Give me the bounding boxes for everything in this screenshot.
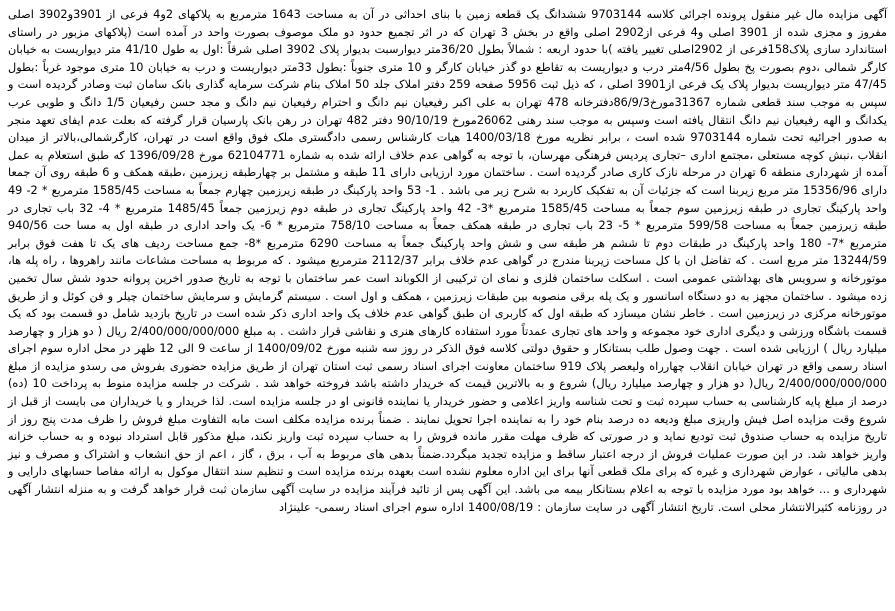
auction-notice	[8, 6, 887, 607]
auction-notice-text: آگهی مزایده مال غیر منقول پرونده اجرائی کلاسه 9703144 ششدانگ یک قطعه زمین با بنای احداثی در آن به مساحت 1643 مترمربع به پلاکهای 2و4 فرعی از 3901و3902 اصلی مفروز و مجزی شده از 3901 اصلی و4 فرعی از2902 اصلی واقع در بخش 3 تهران که در اثر تجمیع حدود دو ملک موصوف بصورت واحد در آمده است (پلاکهای مزبور در راستای استاندارد سازی پلاک158فرعی از 2902اصلی تغییر یافته )با حدود اربعه : شمالاً بطول 36/20متر دیوارسبت بدیوار پلاک 3902 اصلی شرقاً :اول به طول 41/10 متر دیواریست به خیابان کارگر شمالی ،دوم بصورت پخ بطول 4/56متر درب و دیواریست به تقاطع دو گذر خیابان کارگر و 10 متری جنوباً :بطول 33متر دیواریست و درب به خیابان 10 متری موجود غرباً :بطول 47/45 متر دیواریست بدیوار پلاک یک فرعی از3901 اصلی ، که ذیل ثبت 5956 صفحه 259 دفتر املاک جلد 50 املاک بنام شرکت سرمایه گذاری بانک سامان ثبت وصادر گردیده است و سپس به موجب سند قطعی شماره 31367مورخ86/9/3دفترخانه 478 تهران به علی اکبر رفیعیان نیم دانگ و احترام رفیعیان نیم دانگ و مجد حسن رفیعیان 1/5 دانگ و طوبی عرب یکدانگ و الهه رفیعیان نیم دانگ انتقال یافته است وسپس به موجب سند رهنی 26062مورخ 90/10/19 دفتر 482 تهران در رهن بانک پارسیان قرار گرفته که بعلت عدم ایفای تعهد منجر به صدور اجرائیه تحت شماره 9703144 شده است ، برابر نظریه مورخ 1400/03/18 هیات کارشناس رسمی دادگستری ملک فوق واقع است در تهران، کارگرشمالی،بالاتر از میدان انقلاب ،نبش کوچه مستعلی ،مجتمع اداری –تجاری پردیس فرهنگی مهرسان، با توجه به گواهی عدم خلاف ارائه شده به شماره 62104771 مورخ 1396/09/28 که طبق استعلام به عمل آمده از شهرداری منطقه 6 تهران در مرحله نازک کاری صادر گردیده است . ساختمان مورد ارزیابی دارای 11 طبقه و مشتمل بر چهارطبقه زیرزمین ،طبقه همکف و 6 طبقه روی آن جمعا دارای 15356/96 متر مربع زیربنا است که جزئیات آن به تفکیک کاربرد به شرح زیر می باشد . 1- 53 واحد پارکینگ در طبقه زیرزمین چهارم جمعاً به مساحت 1585/45 مترمربع * 2- 49 واحد پارکینگ تجاری در طبقه زیرزمین سوم جمعاً به مساحت 1585/45 مترمربع *3- 42 واحد پارکینگ تجاری در طبقه دوم زیرزمین جمعاً 1485/45 مترمربع * 4- 32 باب تجاری در طبقه زیرزمین جمعاً به مساحت 599/58 مترمربع * 5- 23 باب تجاری در طبقه همکف جمعاً به مساحت 758/10 مترمربع * 6- یک واحد اداری در طبقه اول به مسا حت 940/56 مترمربع *7- 180 واحد پارکینگ در طبقات دوم تا ششم هر طبقه سی و شش واحد پارکینگ جمعاً به مساحت 6290 مترمربع *8- جمع مساحت ردیف های یک تا هفت فوق برابر 13244/59 متر مربع است . که تفاضل ان با کل مساحت زیربنا مندرج در گواهی عدم خلاف برابر 2112/37 مترمربع میشود . که مربوط به مساحت مشاعات مانند راهروها ، راه پله ها، موتورخانه و سرویس های بهداشتی عمومی است . اسکلت ساختمان فلزی و نمای ان ترکیبی از الکوباند است عمر ساختمان با توجه به تاریخ صدور اخرین پروانه حدود شش سال تخمین زده میشود . ساختمان مجهز به دو دستگاه اسانسور و یک پله برقی منصوبه بین طبقات زیرزمین ، همکف و اول است . سیستم گرمایش و سرمایش ساختمان چیلر و فن کوئل و از طریق موتورخانه مرکزی در زیرزمین است . خاطر نشان میسازد که طبقه اول که کاربری ان طبق گواهی عدم خلاف یک واحد اداری ذکر شده است در تاریخ بازدید شامل دو قسمت بود که یک قسمت باشگاه ورزشی و دیگری اداری خود مجموعه و واحد های تجاری عمدتاً مورد استفاده کارهای هنری و نقاشی قرار داشت . به مبلغ 2/400/000/000/000 ریال ( دو هزار و چهارصد میلیارد ریال ) ارزیابی شده است . جهت وصول طلب بستانکار و حقوق دولتی کلاسه فوق الذکر در روز سه شنبه مورخ 1400/09/02 از ساعت 9 الی 12 ظهر در محل اداره سوم اجرای اسناد رسمی واقع در تهران خیابان انقلاب چهارراه ولیعصر پلاک 919 ساختمان معاونت اجرای اسناد رسمی ثبت استان تهران از طریق مزایده حضوری بفروش می رسدو مزایده از مبلغ 2/400/000/000/000 ریال( دو هزار و چهارصد میلیارد ریال) شروع و به بالاترین قیمت که خریدار داشته باشد فروخته خواهد شد . شرکت در جلسه مزایده منوط به پرداخت 10 (ده) درصد از مبلغ پایه کارشناسی به حساب سپرده ثبت و تحت شناسه واریز اعلامی و حضور خریدار یا نماینده قانونی او در جلسه مزایده است. لذا خریدار و یا خریداران می بایست از قبل از شروع وقت مزایده اصل فیش واریزی مبلغ ودیعه ده درصد بنام خود را به نماینده اجرا تحویل نمایند . ضمناً برنده مزایده مکلف است مابه التفاوت مبلغ فروش را ظرف مدت پنج روز از تاریخ مزایده به حساب صندوق ثبت تودیع نماید و در صورتی که ظرف مهلت مقرر مانده فروش را به حساب سپرده ثبت واریز نکند، مبلغ مذکور قابل استرداد نبوده و به حساب خزانه واریز خواهد شد. در این صورت عملیات فروش از درجه اعتبار ساقط و مزایده تجدید میگردد.ضمناً بدهی های مربوط به آب ، برق ، گاز ، اعم از حق انشعاب و اشتراک و مصرف و نیز بدهی مالیاتی ، عوارض شهرداری و غیره که برای ملک قطعی آنها برای این اداره معلوم نشده است بعهده برنده مزایده است و تنظیم سند انتقال موکول به ارائه مفاصا حسابهای دارایی و شهرداری و ... خواهد بود مورد مزایده با توجه به اعلام بستانکار بیمه می باشد. این آگهی پس از تائید فرآیند مزایده در سایت آگهی سازمان ثبت قرار خواهد گرفت و به منزله انتشار آگهی در روزنامه کثیرالانتشار محلی است. تاریخ انتشار آگهی در سایت سازمان : 1400/08/19 اداره سوم اجرای اسناد رسمی- علینژاد	[8, 8, 888, 514]
